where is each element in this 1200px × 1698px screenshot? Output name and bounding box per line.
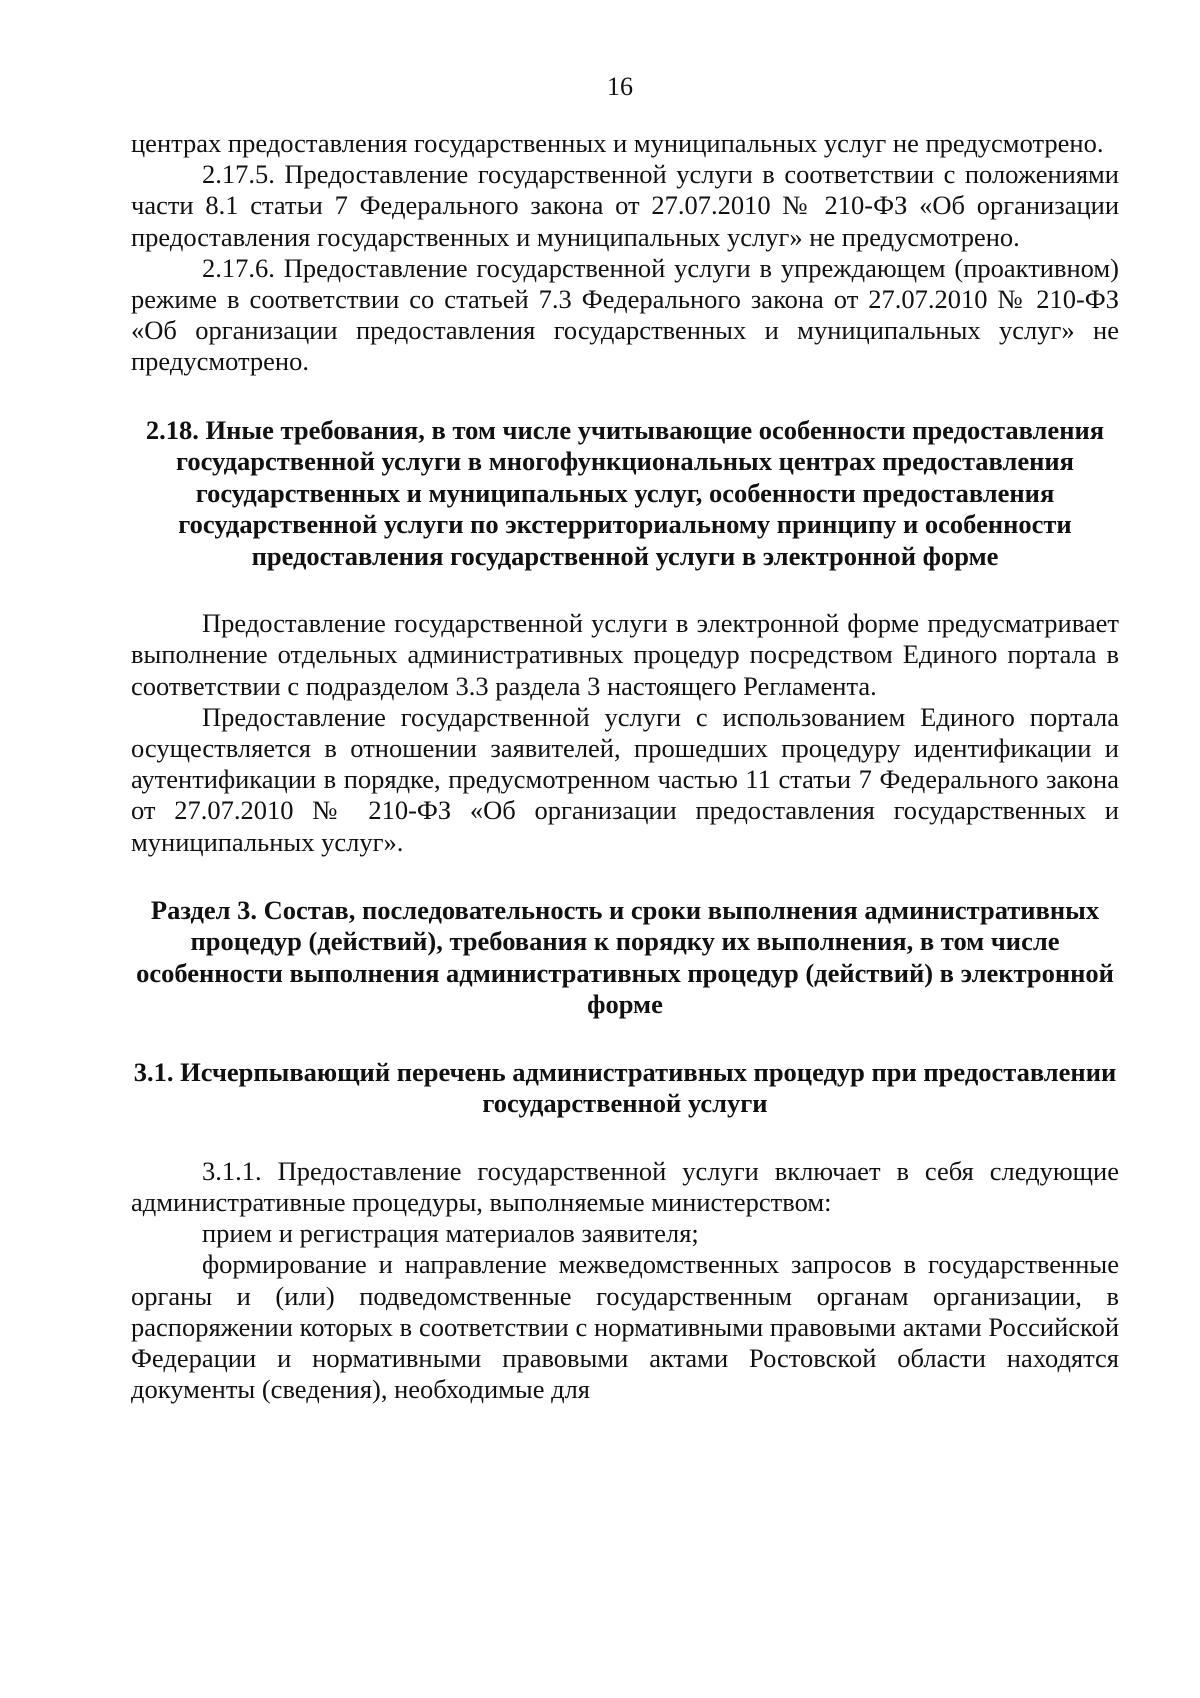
heading-2-18: 2.18. Иные требования, в том числе учитывающие особенности предоставления государственной услуги в многофункциональных центрах предоставления государственных и муниципальных услуг, особенности предоставления государственной услуги по экстерриториальному принципу и особенности предоставления государственной услуги в электронной форме [145,414,1105,571]
paragraph-3-1-1: 3.1.1. Предоставление государственной услуги включает в себя следующие административные процедуры, выполняемые министерством: [131,1155,1119,1217]
list-item-reception: прием и регистрация материалов заявителя; [202,1218,699,1249]
heading-section-3: Раздел 3. Состав, последовательность и сроки выполнения административных процедур (действий), требования к порядку их выполнения, в том числе особенности выполнения административных процедур (действий) в электронной форме [136,894,1114,1020]
paragraph-2-17-6: 2.17.6. Предоставление государственной услуги в упреждающем (проактивном) режиме в соответствии со статьей 7.3 Федерального закона от 27.07.2010 № 210-ФЗ «Об организации предоставления государственных и муниципальных услуг» не предусмотрено. [131,252,1119,377]
paragraph-electronic-form: Предоставление государственной услуги в электронной форме предусматривает выполнение отдельных административных процедур посредством Единого портала в соответствии с подразделом 3.3 раздела 3 настоящего Регламента. [131,608,1119,701]
paragraph-unified-portal: Предоставление государственной услуги с использованием Единого портала осуществляется в отношении заявителей, прошедших процедуру идентификации и аутентификации в порядке, предусмотренном частью 11 статьи 7 Федерального закона от 27.07.2010 № 210-ФЗ «Об организации предоставления государственных и муниципальных услуг». [131,701,1119,857]
page-number: 16 [607,72,633,101]
paragraph-continuation: центрах предоставления государственных и муниципальных услуг не предусмотрено. [131,128,1104,158]
document-body [131,128,1119,1405]
paragraph-2-17-5: 2.17.5. Предоставление государственной услуги в соответствии с положениями части 8.1 статьи 7 Федерального закона от 27.07.2010 № 210-ФЗ «Об организации предоставления государственных и муниципальных услуг» не предусмотрено. [131,159,1119,252]
heading-3-1: 3.1. Исчерпывающий перечень административных процедур при предоставлении государственной услуги [133,1056,1117,1119]
list-item-interagency-requests: формирование и направление межведомственных запросов в государственные органы и (или) подведомственные государственным органам организации, в распоряжении которых в соответствии с нормативными правовыми актами Российской Федерации и нормативными правовыми актами Ростовской области находятся документы (сведения), необходимые для [131,1249,1119,1405]
